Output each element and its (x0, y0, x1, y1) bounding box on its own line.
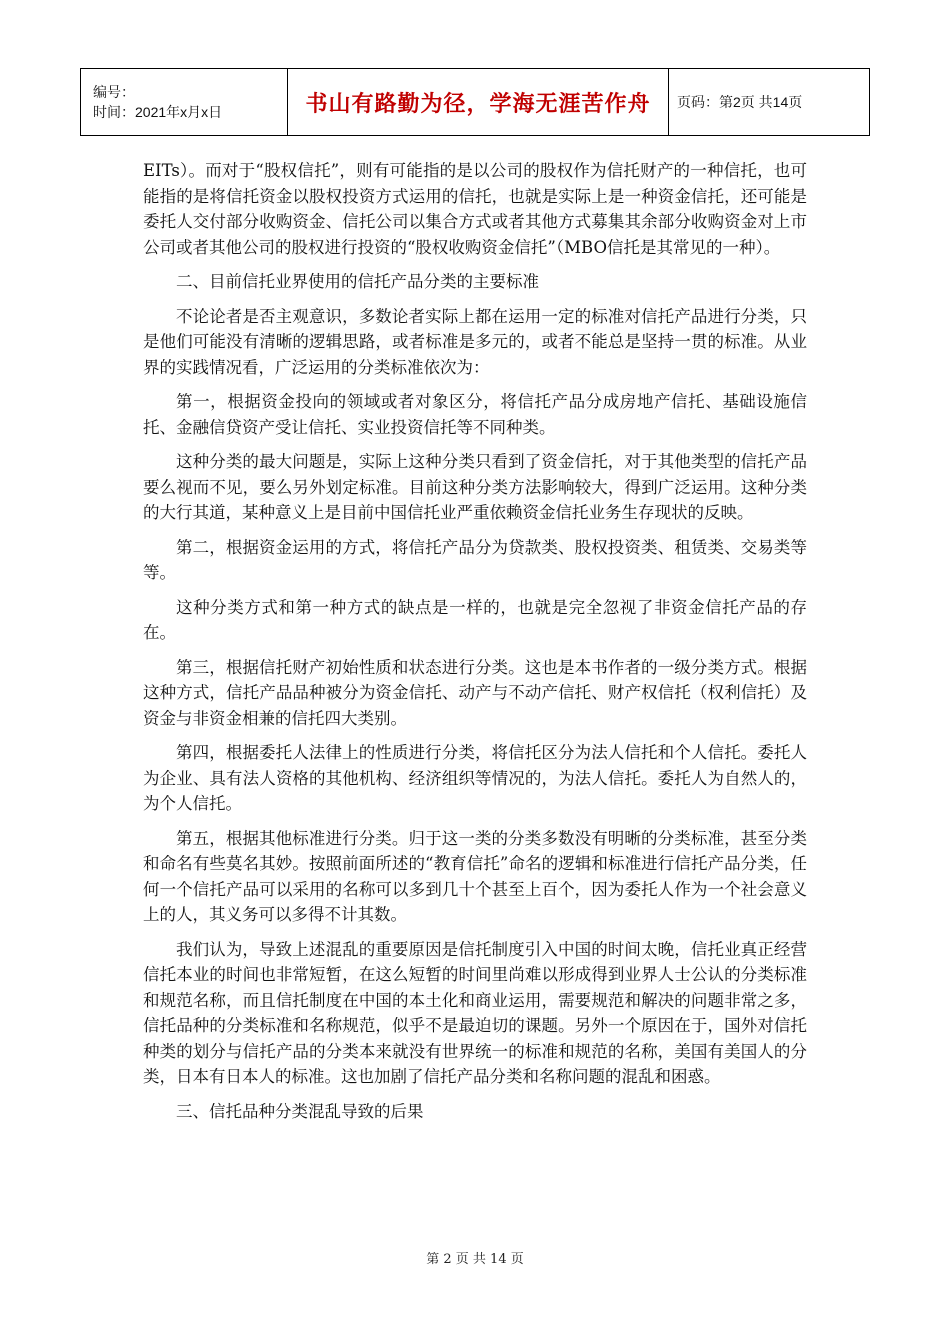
paragraph: EITs）。而对于“股权信托”，则有可能指的是以公司的股权作为信托财产的一种信托，也可能指的是将信托资金以股权投资方式运用的信托，也就是实际上是一种资金信托，还可能是委托人交付部分收购资金、信托公司以集合方式或者其他方式募集其余部分收购资金对上市公司或者其他公司的股权进行投资的“股权收购资金信托”（MBO信托是其常见的一种）。 (143, 161, 807, 257)
paragraph: 这种分类方式和第一种方式的缺点是一样的，也就是完全忽视了非资金信托产品的存在。 (143, 597, 807, 642)
header-motto-cell (288, 69, 669, 136)
paragraph: 第二，根据资金运用的方式，将信托产品分为贷款类、股权投资类、租赁类、交易类等等。 (143, 537, 807, 582)
paragraph: 第三，根据信托财产初始性质和状态进行分类。这也是本书作者的一级分类方式。根据这种方式，信托产品品种被分为资金信托、动产与不动产信托、财产权信托（权利信托）及资金与非资金相兼的信托四大类别。 (143, 657, 807, 728)
document-body (143, 158, 807, 1133)
footer-page-number: 第 2 页 共 14 页 (426, 1252, 524, 1267)
page-footer (0, 1248, 950, 1267)
header-motto: 书山有路勤为径，学海无涯苦作舟 (305, 91, 651, 117)
paragraph: 第一，根据资金投向的领域或者对象区分，将信托产品分成房地产信托、基础设施信托、金融信贷资产受让信托、实业投资信托等不同种类。 (143, 392, 807, 437)
header-meta-cell (81, 69, 288, 136)
header-page-info: 页码：第2页 共14页 (677, 94, 803, 110)
paragraph: 第四，根据委托人法律上的性质进行分类，将信托区分为法人信托和个人信托。委托人为企业、具有法人资格的其他机构、经济组织等情况的，为法人信托。委托人为自然人的，为个人信托。 (143, 743, 807, 813)
document-time-label: 时间：2021年x月x日 (93, 104, 223, 120)
document-number-label: 编号： (93, 84, 135, 100)
paragraph: 这种分类的最大问题是，实际上这种分类只看到了资金信托，对于其他类型的信托产品要么视而不见，要么另外划定标准。目前这种分类方法影响较大，得到广泛运用。这种分类的大行其道，某种意义上是目前中国信托业严重依赖资金信托业务生存现状的反映。 (143, 452, 807, 522)
document-header (80, 68, 870, 136)
paragraph: 不论论者是否主观意识，多数论者实际上都在运用一定的标准对信托产品进行分类，只是他们可能没有清晰的逻辑思路，或者标准是多元的，或者不能总是坚持一贯的标准。从业界的实践情况看，广泛运用的分类标准依次为： (143, 306, 807, 377)
section-heading: 三、信托品种分类混乱导致的后果 (176, 1101, 424, 1121)
header-page-info-cell (669, 69, 870, 136)
paragraph: 第五，根据其他标准进行分类。归于这一类的分类多数没有明晰的分类标准，甚至分类和命名有些莫名其妙。按照前面所述的“教育信托”命名的逻辑和标准进行信托产品分类，任何一个信托产品可以采用的名称可以多到几十个甚至上百个，因为委托人作为一个社会意义上的人，其义务可以多得不计其数。 (143, 828, 807, 924)
paragraph: 我们认为，导致上述混乱的重要原因是信托制度引入中国的时间太晚，信托业真正经营信托本业的时间也非常短暂，在这么短暂的时间里尚难以形成得到业界人士公认的分类标准和规范名称，而且信托制度在中国的本土化和商业运用，需要规范和解决的问题非常之多，信托品种的分类标准和名称规范，似乎不是最迫切的课题。另外一个原因在于，国外对信托种类的划分与信托产品的分类本来就没有世界统一的标准和规范的名称，美国有美国人的分类，日本有日本人的标准。这也加剧了信托产品分类和名称问题的混乱和困惑。 (143, 939, 807, 1086)
section-heading: 二、目前信托业界使用的信托产品分类的主要标准 (176, 272, 539, 291)
